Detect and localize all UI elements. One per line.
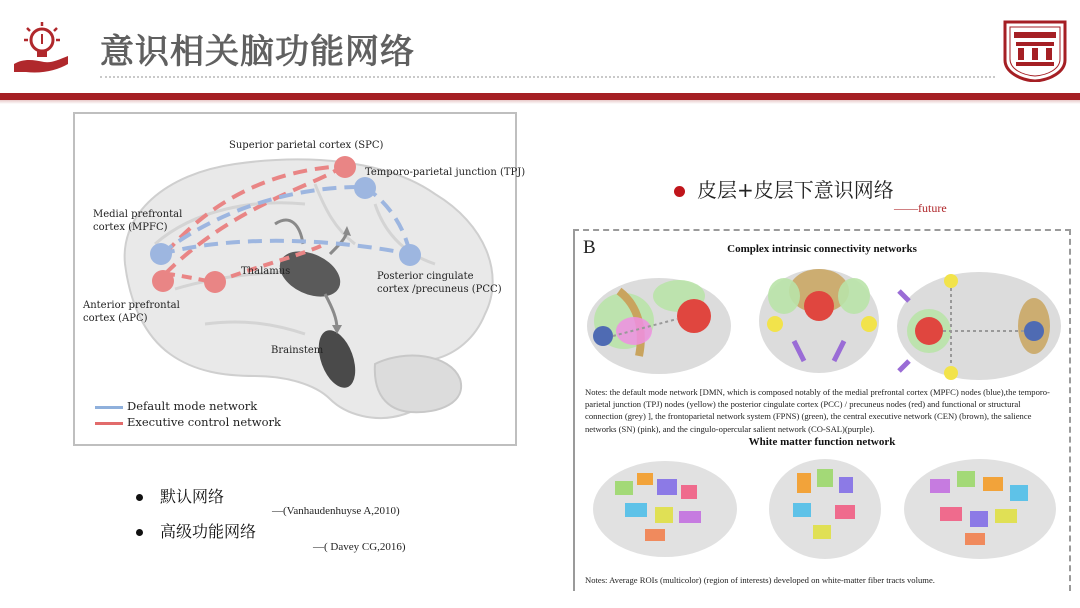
bullet-text: 默认网络 bbox=[160, 487, 225, 506]
bullet-default-network bbox=[136, 484, 224, 507]
legend-swatch-blue bbox=[95, 406, 123, 409]
label-pcc-line2: cortex /precuneus (PCC) bbox=[377, 284, 502, 295]
legend-label: Executive control network bbox=[127, 415, 282, 429]
label-apc-line1: Anterior prefrontal bbox=[83, 300, 180, 311]
title-divider bbox=[100, 76, 995, 78]
panel-letter: B bbox=[583, 237, 596, 258]
legend-default-mode bbox=[95, 399, 257, 413]
bullet-dot bbox=[136, 529, 143, 536]
label-spc: Superior parietal cortex (SPC) bbox=[229, 140, 384, 151]
header-rule bbox=[0, 93, 1080, 100]
citation-vanhaudenhuyse: —(Vanhaudenhuyse A,2010) bbox=[272, 505, 400, 517]
connectivity-figure bbox=[573, 229, 1071, 591]
future-note: ——future bbox=[894, 201, 947, 215]
white-matter-brain-views bbox=[585, 451, 1059, 569]
label-apc-line2: cortex (APC) bbox=[83, 313, 148, 324]
figure-title-1: Complex intrinsic connectivity networks bbox=[727, 243, 917, 255]
bullet-higher-function bbox=[136, 519, 256, 542]
label-mpfc-line2: cortex (MPFC) bbox=[93, 222, 168, 233]
figure-notes-1: Notes: the default mode network [DMN, which is composed notably of the medial prefrontal cortex (MPFC) nodes (blue),the temporo-parietal junction (TPJ) nodes (yellow) the posterior cingulate cortex (PCC) / precuneus nodes (red) and functional or structural connection (grey) ], the frontoparietal network system (FPNS) (green), the central executive network (CEN) (brown), the salience networks (SN) (pink), and the cingulo-opercular salient network (CO-SAL)(purple). bbox=[585, 387, 1050, 434]
page-title: 意识相关脑功能网络 bbox=[100, 32, 415, 72]
label-tpj: Temporo-parietal junction (TPJ) bbox=[365, 167, 526, 178]
legend-label: Default mode network bbox=[127, 399, 258, 413]
right-heading bbox=[674, 174, 894, 203]
legend-executive-control bbox=[95, 415, 281, 429]
hospital-emblem bbox=[1002, 20, 1068, 82]
lightbulb-hand-icon bbox=[12, 20, 72, 76]
network-brain-views bbox=[579, 261, 1065, 383]
bullet-dot bbox=[136, 494, 143, 501]
bullet-text: 高级功能网络 bbox=[160, 522, 257, 541]
brain-network-diagram bbox=[73, 112, 526, 446]
header-rule-shadow bbox=[0, 100, 1080, 104]
citation-davey: —( Davey CG,2016) bbox=[313, 541, 406, 553]
legend-swatch-red bbox=[95, 422, 123, 425]
right-heading-text: 皮层+皮层下意识网络 bbox=[697, 178, 894, 202]
label-pcc-line1: Posterior cingulate bbox=[377, 271, 474, 282]
figure-title-2: White matter function network bbox=[748, 436, 896, 448]
label-brainstem: Brainstem bbox=[271, 345, 324, 356]
figure-notes-2: Notes: Average ROIs (multicolor) (region of interests) developed on white-matter fiber tracts volume. bbox=[585, 575, 935, 585]
heading-bullet-dot bbox=[674, 186, 685, 197]
label-mpfc-line1: Medial prefrontal bbox=[93, 209, 183, 220]
label-thalamus: Thalamus bbox=[241, 266, 291, 277]
